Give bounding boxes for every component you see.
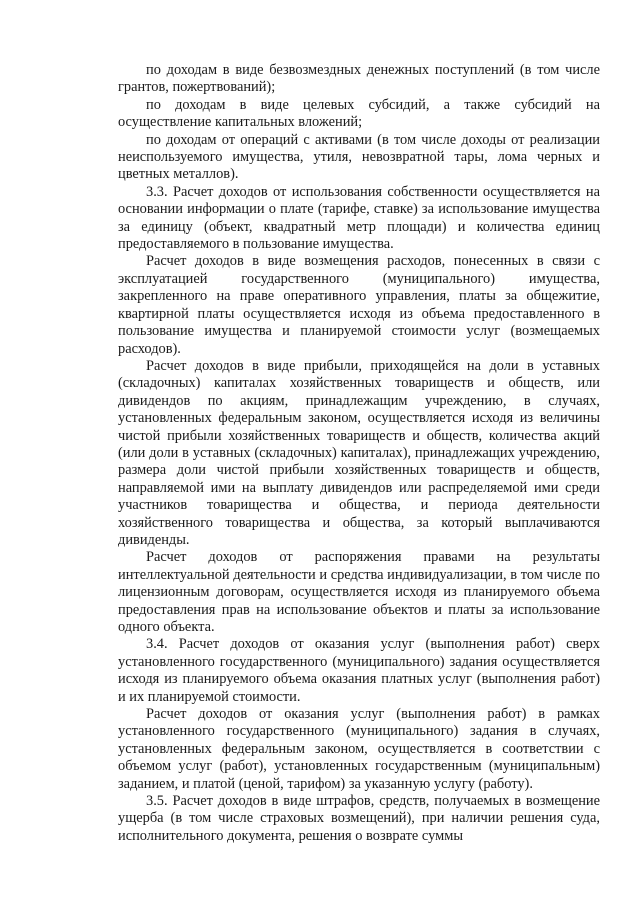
document-body (118, 62, 600, 845)
paragraph-state-assignment: Расчет доходов от оказания услуг (выполнения работ) в рамках установленного государственного (муниципального) задания в случаях, установленных федеральным законом, осуществляется в соответствии с объемом услуг (работ), установленных государственным (муниципальным) заданием, и платой (ценой, тарифом) за указанную услугу (работу). (118, 706, 600, 792)
paragraph-3-4: 3.4. Расчет доходов от оказания услуг (выполнения работ) сверх установленного государственного (муниципального) задания осуществляется исходя из планируемого объема оказания платных услуг (выполнения работ) и их планируемой стоимости. (118, 636, 600, 705)
paragraph-profit-dividends: Расчет доходов в виде прибыли, приходящейся на доли в уставных (складочных) капиталах хозяйственных товариществ и обществ, или дивидендов по акциям, принадлежащим учреждению, в случаях, установленных федеральным законом, осуществляется исходя из величины чистой прибыли хозяйственных товариществ и обществ, количества акций (или доли в уставных (складочных) капиталах), принадлежащих учреждению, размера доли чистой прибыли хозяйственных товариществ и обществ, направляемой ими на выплату дивидендов или распределяемой ими среди участников товарищества и общества, и периода деятельности хозяйственного товарищества и общества, за который выплачиваются дивиденды. (118, 357, 600, 548)
paragraph-3-5: 3.5. Расчет доходов в виде штрафов, средств, получаемых в возмещение ущерба (в том числе страховых возмещений), при наличии решения суда, исполнительного документа, решения о возврате суммы (118, 793, 600, 844)
paragraph-subsidies: по доходам в виде целевых субсидий, а также субсидий на осуществление капитальных вложений; (118, 96, 600, 131)
paragraph-3-3: 3.3. Расчет доходов от использования собственности осуществляется на основании информации о плате (тарифе, ставке) за использование имущества за единицу (объект, квадратный метр площади) и количества единиц предоставляемого в пользование имущества. (118, 183, 600, 253)
paragraph-intellectual-property: Расчет доходов от распоряжения правами на результаты интеллектуальной деятельности и средства индивидуализации, в том числе по лицензионным договорам, осуществляется исходя из планируемого объема предоставления прав на использование объектов и платы за использование одного объекта. (118, 549, 600, 635)
paragraph-donations: по доходам в виде безвозмездных денежных поступлений (в том числе грантов, пожертвований); (118, 62, 600, 96)
paragraph-expense-reimbursement: Расчет доходов в виде возмещения расходов, понесенных в связи с эксплуатацией государственного (муниципального) имущества, закрепленного на праве оперативного управления, платы за общежитие, квартирной платы осуществляется исходя из объема предоставленного в пользование имущества и планируемой стоимости услуг (возмещаемых расходов). (118, 253, 600, 357)
paragraph-asset-operations: по доходам от операций с активами (в том числе доходы от реализации неиспользуемого имущества, утиля, невозвратной тары, лома черных и цветных металлов). (118, 131, 600, 183)
